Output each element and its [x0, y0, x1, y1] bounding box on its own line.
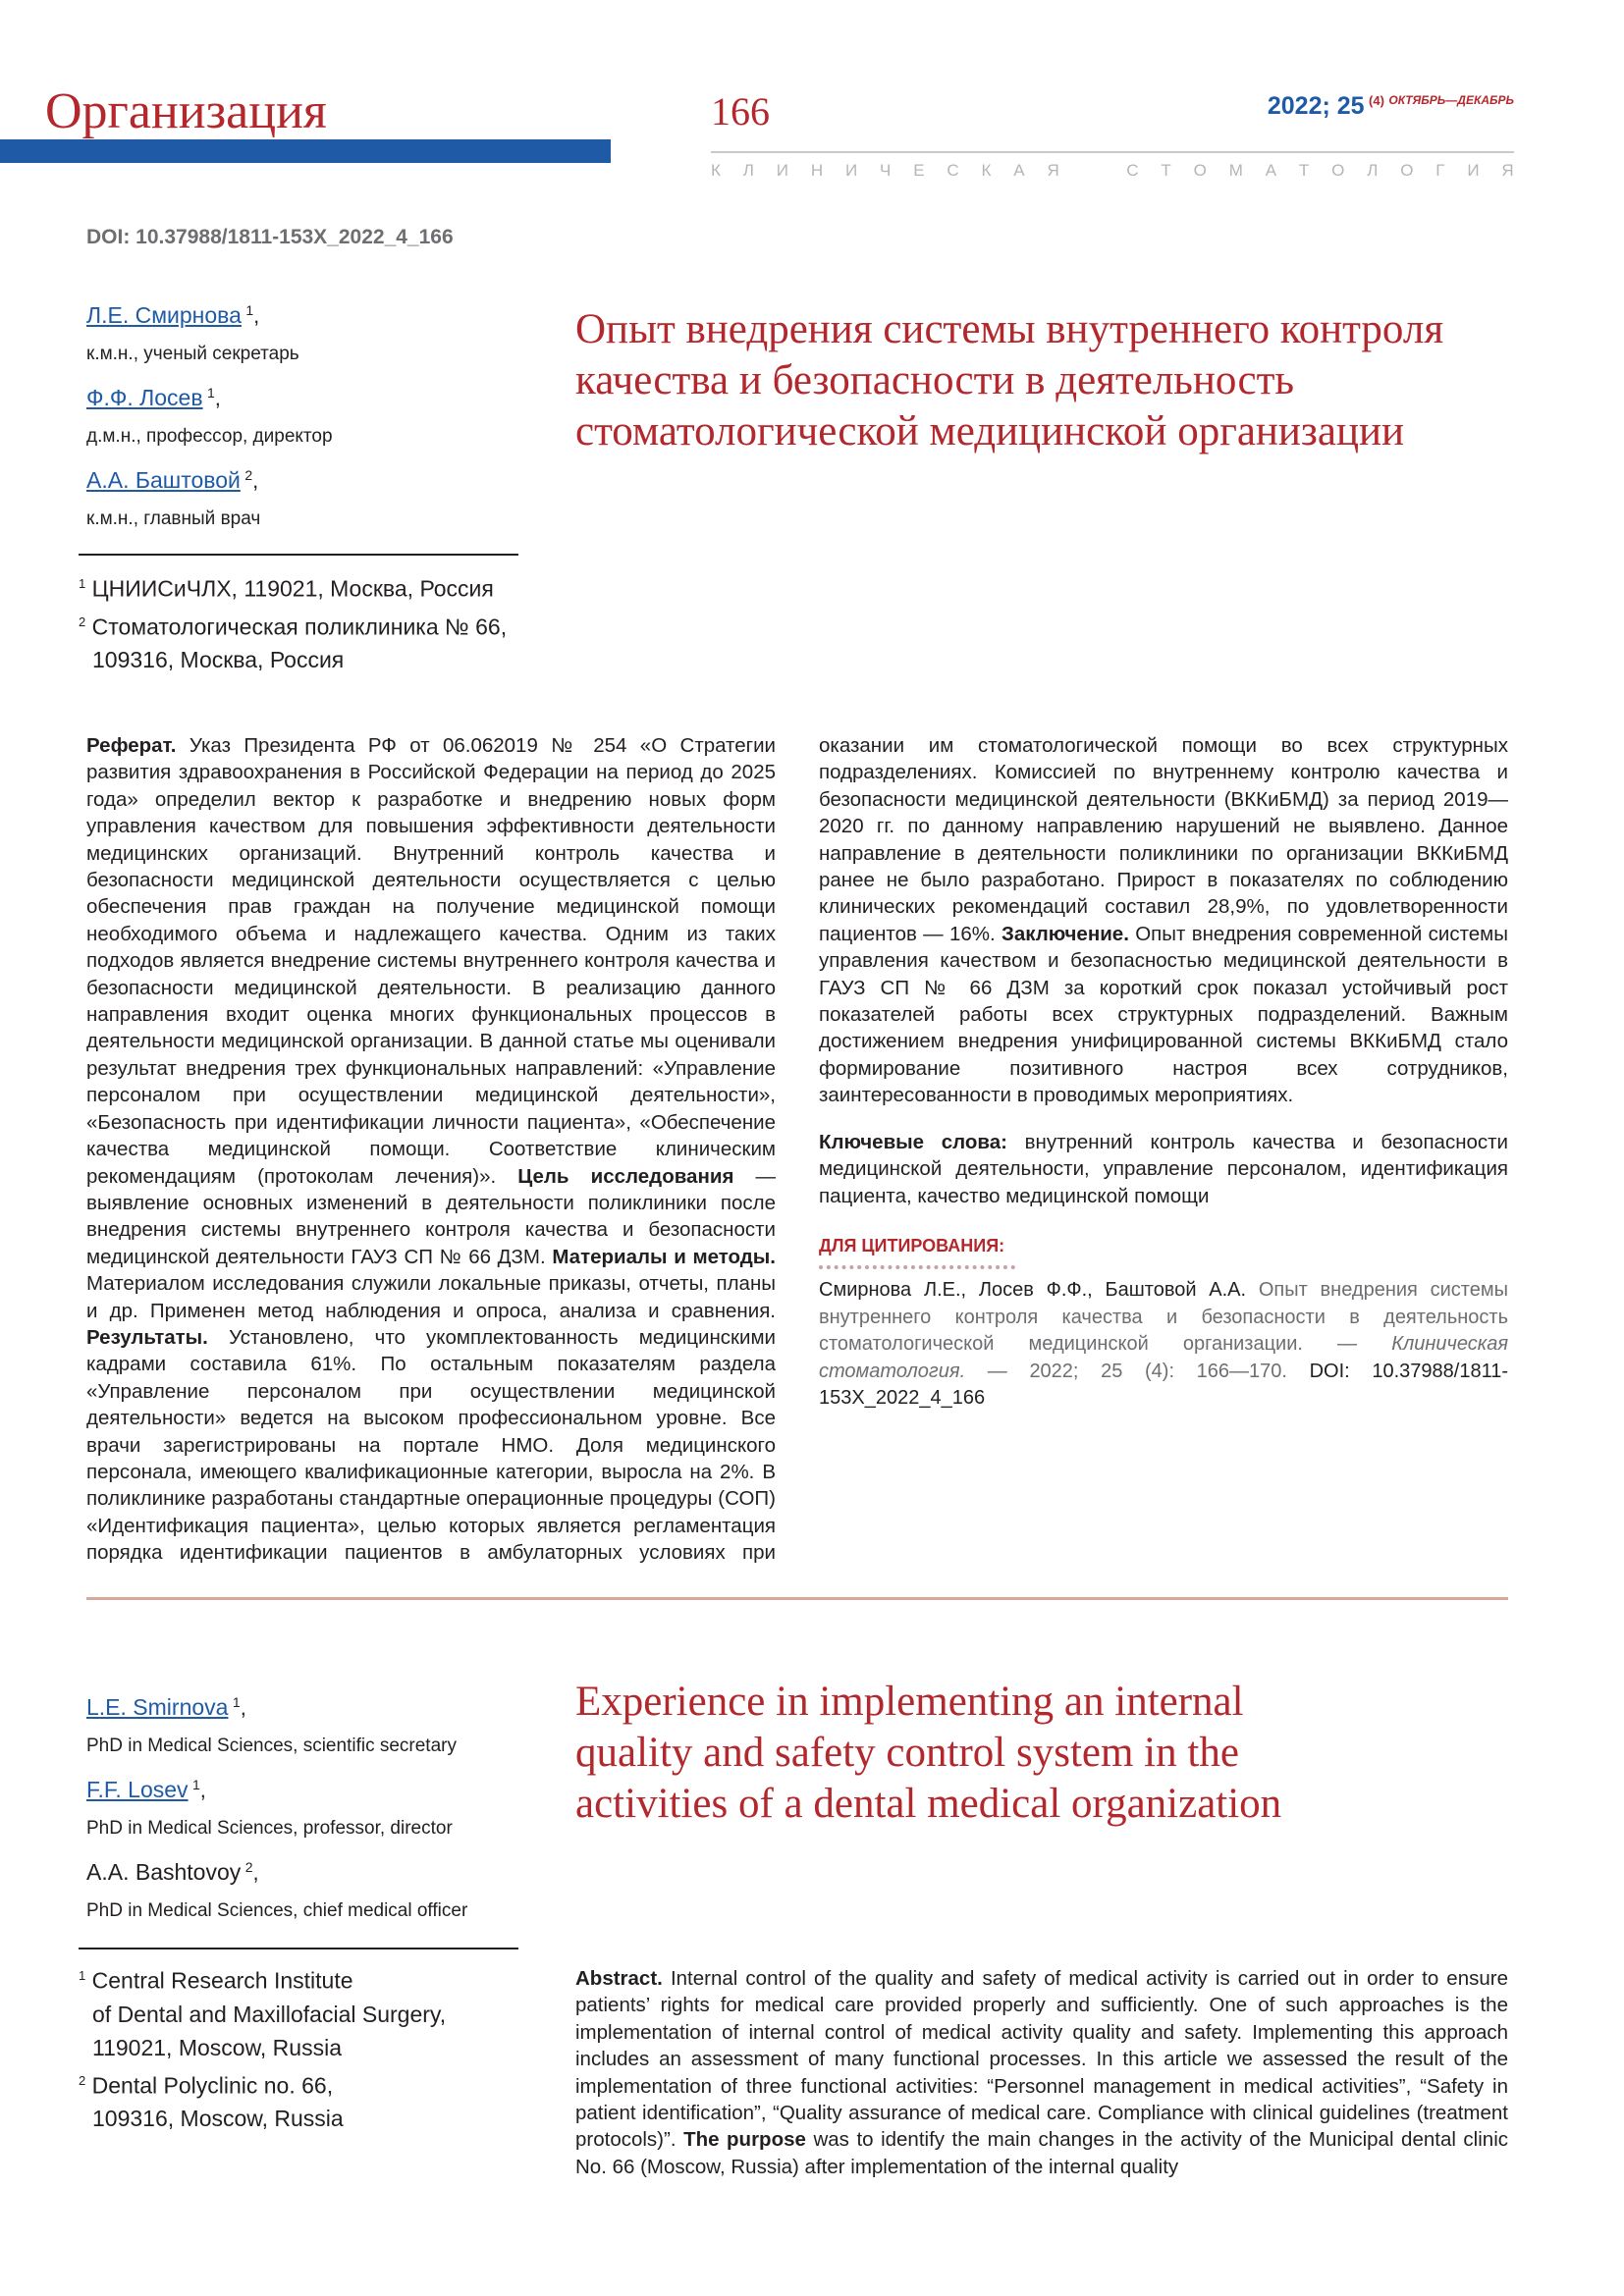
author-role: PhD in Medical Sciences, chief medical officer [86, 1900, 468, 1921]
affiliation-1: Central Research Institute [91, 1967, 353, 1994]
journal-letter: Я [1501, 161, 1514, 180]
header-rule [711, 151, 1514, 153]
author-affil-sup: 2 [244, 467, 253, 483]
author-3-ru [86, 467, 258, 494]
heading-goal: Цель исследования [517, 1164, 734, 1188]
keywords-text: внутренний контроль качества и безопасности медицинской деятельности, управление персоналом, идентификация пациента, качество медицинской помощи [819, 1130, 1509, 1207]
keywords-heading: Ключевые слова: [819, 1130, 1007, 1153]
abstract-text: Материалом исследования служили локальные приказы, отчеты, планы и др. Применен метод наблюдения и опроса, анализа и сравнения. [86, 1272, 776, 1322]
author-role: PhD in Medical Sciences, scientific secretary [86, 1735, 457, 1756]
section-divider [86, 1597, 1508, 1600]
journal-letter: Г [1435, 161, 1445, 180]
journal-letter: Л [742, 161, 754, 180]
affiliation-2: Стоматологическая поликлиника № 66, [91, 614, 508, 640]
issue-year-volume: 2022; 25 [1267, 92, 1365, 120]
author-comma: , [252, 1860, 259, 1885]
citation-issue: — 2022; 25 (4): 166—170. [987, 1360, 1287, 1382]
heading-methods: Материалы и методы. [552, 1245, 776, 1268]
author-link[interactable]: F.F. Losev [86, 1777, 189, 1802]
affiliations-ru: $^1$ ЦНИИСиЧЛХ, 119021, Москва, Россия $^2$ Стоматологическая поликлиника № 66, 109316, Москва, Россия [79, 567, 540, 676]
journal-letter: Н [810, 161, 824, 180]
author-2-ru [86, 385, 221, 411]
abstract-text: — выявление основных изменений в деятельности поликлиники после внедрения системы внутреннего контроля качества и безопасности медицинской деятельности ГАУЗ СП № 66 ДЗМ. [86, 1164, 777, 1268]
author-role: к.м.н., главный врач [86, 508, 261, 529]
heading-abstract: Abstract. [575, 1967, 663, 1990]
affiliation-2-cont: 109316, Moscow, Russia [92, 2106, 344, 2132]
abstract-text: was to identify the main changes in the activity of the Municipal dental clinic No. 66 (Moscow, Russia) after implementation of the internal quality [575, 2128, 1508, 2178]
journal-letter: О [1193, 161, 1207, 180]
affiliation-rule [79, 554, 518, 556]
author-role: к.м.н., ученый секретарь [86, 344, 299, 364]
author-comma: , [214, 386, 221, 410]
citation-title: Опыт внедрения системы внутреннего контроля качества и безопасности в деятельность стоматологической медицинской организации. — [819, 1279, 1508, 1356]
journal-letter: А [1265, 161, 1277, 180]
journal-letter: Т [1161, 161, 1171, 180]
citation-heading: ДЛЯ ЦИТИРОВАНИЯ: [819, 1235, 1005, 1255]
section-color-bar [0, 139, 611, 163]
heading-results: Результаты. [86, 1325, 208, 1349]
author-comma: , [240, 1695, 246, 1720]
author-1-en [86, 1694, 246, 1721]
section-title: Организация [45, 83, 327, 139]
journal-letter: А [1013, 161, 1025, 180]
author-comma: , [199, 1778, 206, 1802]
journal-letter: Ч [880, 161, 892, 180]
heading-conclusion: Заключение. [1001, 922, 1129, 945]
author-3-en [86, 1859, 259, 1886]
article-title-en: Experience in implementing an internal quality and safety control system in the activities of a dental medical organization [575, 1679, 1282, 1827]
affiliations-en: $^1$ Central Research Institute of Dental and Maxillofacial Surgery, 119021, Moscow, Russia $^2$ Dental Polyclinic no. 66, 109316, Moscow, Russia [79, 1959, 540, 2135]
journal-letter: И [844, 161, 858, 180]
journal-letter: С [947, 161, 959, 180]
journal-letter: К [711, 161, 721, 180]
author-link[interactable]: L.E. Smirnova [86, 1694, 229, 1720]
author-role: PhD in Medical Sciences, professor, director [86, 1818, 453, 1839]
author-affil-sup: 1 [207, 385, 215, 400]
issue-number: (4) [1369, 93, 1384, 108]
journal-letter: М [1228, 161, 1243, 180]
abstract-text: Установлено, что укомплектованность медицинскими кадрами составила 61%. По остальным показателям раздела «Управление персоналом при осуществлении медицинской деятельности» ведется на высоком профессиональном уровне. Все врачи зарегистрированы на портале НМО. Доля медицинского персонала, имеющего квалификационные категории, выросла на 2%. В поликлинике разработаны стандартные операционные процедуры (СОП) «Идентификация пациента», целью которых является регламентация порядка идентификации пациентов в амбулаторных условиях при оказании им стоматологической помощи во всех структурных подразделениях. Комиссией по внутреннему контролю качества и безопасности медицинской деятельности (ВККиБМД) за период 2019—2020 гг. по данному направлению нарушений не выявлено. Данное направление в деятельности поликлиники по организации ВККиБМД ранее не было разработано. Прирост в показателях по соблюдению клинических рекомендаций составил 28,9%, по удовлетворенности пациентов — 16%. [86, 734, 1508, 1565]
author-comma: , [253, 303, 260, 328]
citation-text [819, 1277, 1508, 1412]
keywords-ru [819, 1129, 1508, 1209]
citation-doi: DOI: 10.37988/1811-153X_2022_4_166 [819, 1360, 1509, 1409]
affiliation-1-cont: of Dental and Maxillofacial Surgery, [92, 2001, 447, 2027]
abstract-en [575, 1965, 1508, 2180]
abstract-text: Опыт внедрения современной системы управления качеством и безопасностью медицинской деятельности в ГАУЗ СП № 66 ДЗМ за короткий срок показал устойчивый рост показателей работы всех структурных подразделений. Важным достижением внедрения унифицированной системы ВККиБМД стало формирование позитивного настроя всех сотрудников, заинтересованности в проводимых мероприятиях. [819, 922, 1508, 1107]
journal-name [711, 161, 1514, 181]
citation-journal: Клиническая стоматология. [819, 1333, 1509, 1382]
issue-info [1268, 94, 1514, 119]
affiliation-1-cont: 119021, Moscow, Russia [92, 2034, 342, 2060]
citation-authors: Смирнова Л.Е., Лосев Ф.Ф., Баштовой А.А. [819, 1279, 1247, 1302]
author-2-en [86, 1777, 206, 1803]
author-link[interactable]: Л.Е. Смирнова [86, 302, 242, 328]
abstract-text: Internal control of the quality and safety of medical activity is carried out in order to ensure patients’ rights for medical care provided properly and sufficiently. One of such approaches is the implementation of internal control of medical activity quality and safety. Implementing this approach includes an assessment of many functional processes. In this article we assessed the result of the implementation of three functional activities: “Personnel management in medical activities”, “Safety in patient identification”, “Quality assurance of medical care. Compliance with clinical guidelines (treatment protocols)”. [575, 1967, 1508, 2152]
affiliation-1: ЦНИИСиЧЛХ, 119021, Москва, Россия [91, 575, 494, 602]
author-affil-sup: 1 [192, 1777, 200, 1792]
journal-letter: С [1126, 161, 1139, 180]
journal-letter: К [981, 161, 992, 180]
author-link[interactable]: А.А. Баштовой [86, 467, 241, 493]
affiliation-2-cont: 109316, Москва, Россия [92, 647, 345, 673]
journal-letter: Т [1298, 161, 1310, 180]
journal-letter: И [1467, 161, 1480, 180]
abstract-ru [86, 732, 1508, 1576]
journal-letter: Я [1047, 161, 1059, 180]
journal-letter: О [1331, 161, 1345, 180]
author-comma: , [252, 468, 259, 493]
author-affil-sup: 2 [244, 1859, 253, 1875]
author-affil-sup: 1 [232, 1694, 241, 1710]
author-affil-sup: 1 [245, 302, 254, 318]
citation-dots [819, 1265, 1015, 1269]
affiliation-rule [79, 1948, 518, 1949]
abstract-text: Указ Президента РФ от 06.062019 № 254 «О Стратегии развития здравоохранения в Российской Федерации на период до 2025 года» определил вектор к разработке и внедрению новых форм управления качеством для повышения эффективности деятельности медицинских организаций. Внутренний контроль качества и безопасности медицинской деятельности осуществляется с целью обеспечения прав граждан на получение медицинской помощи необходимого объема и надлежащего качества. Одним из таких подходов является внедрение системы внутреннего контроля качества и безопасности медицинской деятельности. В реализацию данного направления входит оценка многих функциональных процессов в деятельности медицинской организации. В данной статье мы оценивали результат внедрения трех функциональных направлений: «Управление персоналом при осуществлении медицинской деятельности», «Безопасность при идентификации личности пациента», «Обеспечение качества медицинской помощи. Соответствие клиническим рекомендациям (протоколам лечения)». [86, 734, 777, 1188]
page-number: 166 [711, 89, 770, 133]
journal-letter: Е [913, 161, 925, 180]
author-name: A.A. Bashtovoy [86, 1859, 242, 1885]
heading-purpose: The purpose [683, 2128, 806, 2152]
author-role: д.м.н., профессор, директор [86, 426, 333, 447]
issue-period: ОКТЯБРЬ—ДЕКАБРЬ [1388, 93, 1514, 107]
journal-letter: О [1400, 161, 1414, 180]
affiliation-2: Dental Polyclinic no. 66, [91, 2072, 334, 2099]
journal-letter: Л [1367, 161, 1379, 180]
author-1-ru [86, 302, 259, 329]
journal-letter: И [776, 161, 788, 180]
doi: DOI: 10.37988/1811-153X_2022_4_166 [86, 226, 454, 248]
article-title-ru: Опыт внедрения системы внутреннего контроля качества и безопасности в деятельность стоматологической медицинской организации [575, 306, 1444, 454]
author-link[interactable]: Ф.Ф. Лосев [86, 385, 203, 410]
heading-referat: Реферат. [86, 734, 177, 757]
